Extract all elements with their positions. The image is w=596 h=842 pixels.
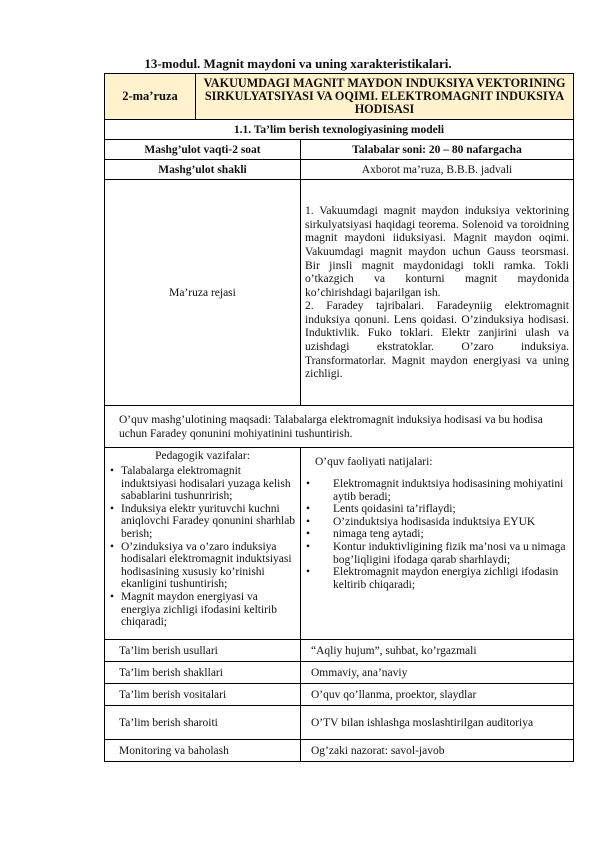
info-value: O’TV bilan ishlashga moslashtirilgan auditoriya xyxy=(301,706,574,740)
results-item: • Elektromagnit maydon energiya zichligi ifodasin keltirib chiqaradi; xyxy=(305,566,569,591)
info-label: Ta’lim berish shakllari xyxy=(105,662,301,684)
results-list xyxy=(305,478,569,591)
form-label: Mashg’ulot shakli xyxy=(105,160,301,180)
duration: Mashg’ulot vaqti-2 soat xyxy=(105,140,301,160)
info-value: Og’zaki nazorat: savol-javob xyxy=(301,740,574,762)
results-item: • O’zinduktsiya hodisasida induktsiya EYUK xyxy=(305,516,569,529)
plan-item-2: 2. Faradey tajribalari. Faradeyniig elektromagnit induksiya qonuni. Lens qoidasi. O’zinduksiya hodisasi. Induktivlik. Fuko toklari. Elektr zanjirini ulash va uzishdagi ekstratoklar. O’zaro induksiya. Transformatorlar. Magnit maydon energiyasi va uning zichligi. xyxy=(305,299,569,381)
students: Talabalar soni: 20 – 80 nafargacha xyxy=(301,140,574,160)
tasks-cell xyxy=(105,448,301,640)
results-title: O’quv faoliyati natijalari: xyxy=(315,456,433,468)
section-title: 1.1. Ta’lim berish texnologiyasining modeli xyxy=(105,120,574,140)
plan-content xyxy=(301,180,574,406)
info-row xyxy=(105,640,574,662)
info-label: Ta’lim berish usullari xyxy=(105,640,301,662)
plan-row xyxy=(105,180,574,406)
plan-item-1: 1. Vakuumdagi magnit maydon induksiya vektorining sirkulyatsiyasi haqidagi teorema. Solenoid va toroidning magnit maydoni iiduksiyasi. Magnit maydon oqimi. Vakuumdagi magnit maydon uchun Gauss teorsmasi. Bir jinsli magnit maydonidagi tokli ramka. Tokli o’tkazgich va konturni magnit maydonida ko’chirishdagi bajarilgan ish. xyxy=(305,204,569,299)
goal-row xyxy=(105,406,574,448)
duration-row xyxy=(105,140,574,160)
info-value: “Aqliy hujum”, suhbat, ko’rgazmali xyxy=(301,640,574,662)
lecture-topic: VAKUUMDAGI MAGNIT MAYDON INDUKSIYA VEKTORINING SIRKULYATSIYASI VA OQIMI. ELEKTROMAGNIT INDUKSIYA HODISASI xyxy=(196,74,574,120)
tasks-list xyxy=(109,465,296,629)
tasks-results-row xyxy=(105,448,574,640)
section-title-row xyxy=(105,120,574,140)
lecture-number: 2-ma’ruza xyxy=(105,74,196,120)
info-value: O’quv qo’llanma, proektor, slaydlar xyxy=(301,684,574,706)
lecture-table xyxy=(104,73,574,762)
tasks-item: • Talabalarga elektromagnit induktsiyasi hodisalari yuzaga kelish sabablarini tushunrirish; xyxy=(109,465,296,503)
info-row xyxy=(105,684,574,706)
form-value: Axborot ma’ruza, B.B.B. jadvali xyxy=(301,160,574,180)
tasks-item: • Induksiya elektr yurituvchi kuchni aniqlovchi Faradey qonunini sharhlab berish; xyxy=(109,503,296,541)
info-row xyxy=(105,740,574,762)
info-label: Ta’lim berish sharoiti xyxy=(105,706,301,740)
results-item: • Elektromagnit induktsiya hodisasining mohiyatini aytib beradi; xyxy=(305,478,569,503)
tasks-item: • Magnit maydon energiyasi va energiya zichligi ifodasini keltirib chiqaradi; xyxy=(109,591,296,629)
plan-label: Ma’ruza rejasi xyxy=(105,180,301,406)
results-item: • nimaga teng aytadi; xyxy=(305,528,569,541)
form-row xyxy=(105,160,574,180)
results-item: • Kontur induktivligining fizik ma’nosi va u nimaga bog’liqligini ifodaga qarab sharhlaydi; xyxy=(305,541,569,566)
tasks-title: Pedagogik vazifalar: xyxy=(155,450,250,462)
info-label: Ta’lim berish vositalari xyxy=(105,684,301,706)
info-row xyxy=(105,706,574,740)
tasks-item: • O’zinduksiya va o’zaro induksiya hodisalari elektromagnit induktsiyasi hodisasining xususiy ko’rinishi ekanligini tushuntirish; xyxy=(109,541,296,591)
info-value: Ommaviy, ana’naviy xyxy=(301,662,574,684)
info-row xyxy=(105,662,574,684)
lecture-header-row xyxy=(105,74,574,120)
module-title: 13-modul. Magnit maydoni va uning xarakteristikalari. xyxy=(144,56,452,71)
info-label: Monitoring va baholash xyxy=(105,740,301,762)
results-item: • Lents qoidasini ta’riflaydi; xyxy=(305,503,569,516)
goal: O’quv mashg’ulotining maqsadi: Talabalarga elektromagnit induksiya hodisasi va bu hodisa uchun Faradey qonunini mohiyatinini tushuntirish. xyxy=(105,406,574,448)
results-cell xyxy=(301,448,574,640)
